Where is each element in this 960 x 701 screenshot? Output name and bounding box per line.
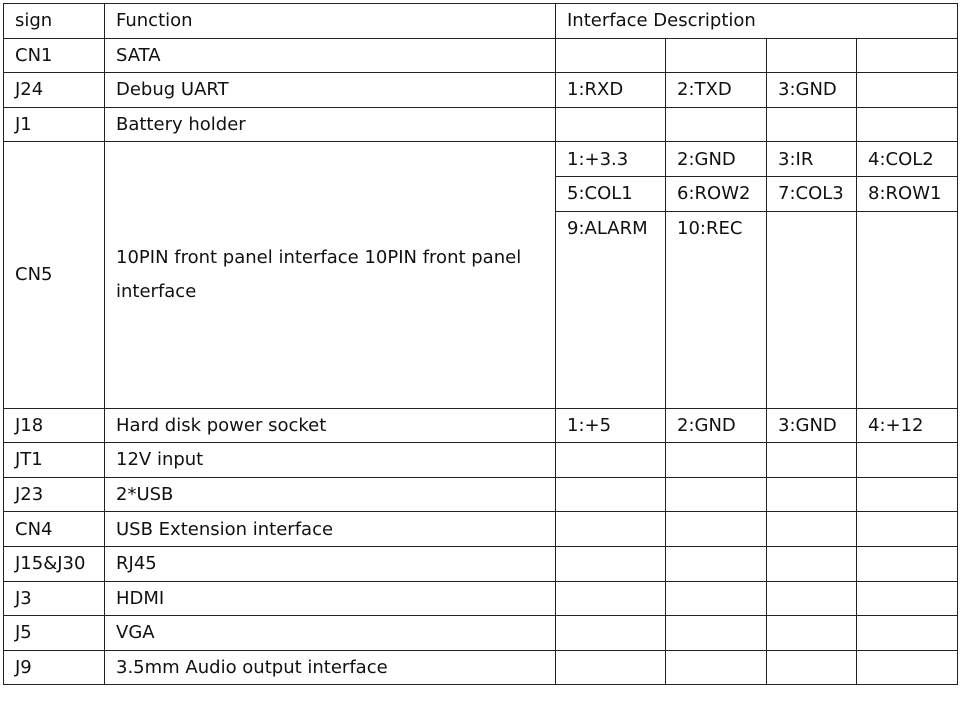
pin-cell	[556, 107, 666, 142]
pin-cell	[767, 581, 857, 616]
pin-cell	[857, 616, 958, 651]
pin-cell	[767, 650, 857, 685]
function-cell: HDMI	[105, 581, 556, 616]
pin-cell	[556, 616, 666, 651]
function-cell: Debug UART	[105, 73, 556, 108]
pin-cell: 10:REC	[666, 211, 767, 408]
table-row	[4, 73, 958, 108]
sign-cell: J3	[4, 581, 105, 616]
pin-cell: 2:GND	[666, 408, 767, 443]
pin-cell: 4:COL2	[857, 142, 958, 177]
pin-cell	[857, 73, 958, 108]
pin-cell: 3:IR	[767, 142, 857, 177]
table-row	[4, 581, 958, 616]
pin-cell	[857, 107, 958, 142]
function-cell: 12V input	[105, 443, 556, 478]
pin-cell	[666, 616, 767, 651]
function-cell: RJ45	[105, 546, 556, 581]
sign-cell: J23	[4, 477, 105, 512]
pin-cell	[767, 107, 857, 142]
table-row	[4, 512, 958, 547]
pin-cell	[556, 581, 666, 616]
pin-cell	[857, 477, 958, 512]
pin-cell	[666, 650, 767, 685]
function-cell: Hard disk power socket	[105, 408, 556, 443]
interface-table-body	[4, 4, 958, 685]
table-row	[4, 616, 958, 651]
pin-cell	[857, 38, 958, 73]
pin-cell	[666, 581, 767, 616]
sign-cell: CN1	[4, 38, 105, 73]
table-row	[4, 38, 958, 73]
pin-cell: 6:ROW2	[666, 176, 767, 211]
pin-cell: 1:+5	[556, 408, 666, 443]
pin-cell: 2:TXD	[666, 73, 767, 108]
pin-cell	[666, 107, 767, 142]
pin-cell: 2:GND	[666, 142, 767, 177]
pin-cell	[857, 211, 958, 408]
pin-cell	[767, 616, 857, 651]
pin-cell: 7:COL3	[767, 176, 857, 211]
pin-cell	[857, 512, 958, 547]
pin-cell	[857, 581, 958, 616]
pin-cell: 4:+12	[857, 408, 958, 443]
table-row	[4, 107, 958, 142]
table-row	[4, 650, 958, 685]
sign-cell: CN4	[4, 512, 105, 547]
pin-cell: 1:+3.3	[556, 142, 666, 177]
header-sign: sign	[4, 4, 105, 39]
function-cell: SATA	[105, 38, 556, 73]
pin-cell: 8:ROW1	[857, 176, 958, 211]
header-description: Interface Description	[556, 4, 958, 39]
table-row	[4, 142, 958, 177]
interface-table	[3, 3, 958, 685]
pin-cell	[767, 211, 857, 408]
pin-cell: 9:ALARM	[556, 211, 666, 408]
header-function: Function	[105, 4, 556, 39]
pin-cell	[767, 546, 857, 581]
table-row	[4, 477, 958, 512]
sign-cell: J9	[4, 650, 105, 685]
sign-cell: J5	[4, 616, 105, 651]
pin-cell: 5:COL1	[556, 176, 666, 211]
pin-cell: 3:GND	[767, 408, 857, 443]
table-row	[4, 408, 958, 443]
function-cell: USB Extension interface	[105, 512, 556, 547]
pin-cell	[767, 477, 857, 512]
sign-cell: J18	[4, 408, 105, 443]
pin-cell	[767, 512, 857, 547]
sign-cell: J1	[4, 107, 105, 142]
pin-cell	[556, 443, 666, 478]
pin-cell	[767, 38, 857, 73]
sign-cell: JT1	[4, 443, 105, 478]
sign-cell: J15&J30	[4, 546, 105, 581]
pin-cell	[666, 443, 767, 478]
pin-cell: 1:RXD	[556, 73, 666, 108]
pin-cell	[666, 546, 767, 581]
pin-cell	[556, 546, 666, 581]
pin-cell	[666, 38, 767, 73]
sign-cell: CN5	[4, 142, 105, 408]
pin-cell	[857, 546, 958, 581]
function-cell: 2*USB	[105, 477, 556, 512]
table-row	[4, 546, 958, 581]
pin-cell	[767, 443, 857, 478]
table-row	[4, 443, 958, 478]
pin-cell	[556, 512, 666, 547]
pin-cell	[857, 650, 958, 685]
pin-cell: 3:GND	[767, 73, 857, 108]
function-cell: VGA	[105, 616, 556, 651]
pin-cell	[857, 443, 958, 478]
sign-cell: J24	[4, 73, 105, 108]
function-cell: 3.5mm Audio output interface	[105, 650, 556, 685]
function-cell: 10PIN front panel interface 10PIN front panel interface	[105, 142, 556, 408]
pin-cell	[556, 477, 666, 512]
pin-cell	[666, 512, 767, 547]
function-cell: Battery holder	[105, 107, 556, 142]
pin-cell	[556, 650, 666, 685]
pin-cell	[556, 38, 666, 73]
header-row	[4, 4, 958, 39]
pin-cell	[666, 477, 767, 512]
